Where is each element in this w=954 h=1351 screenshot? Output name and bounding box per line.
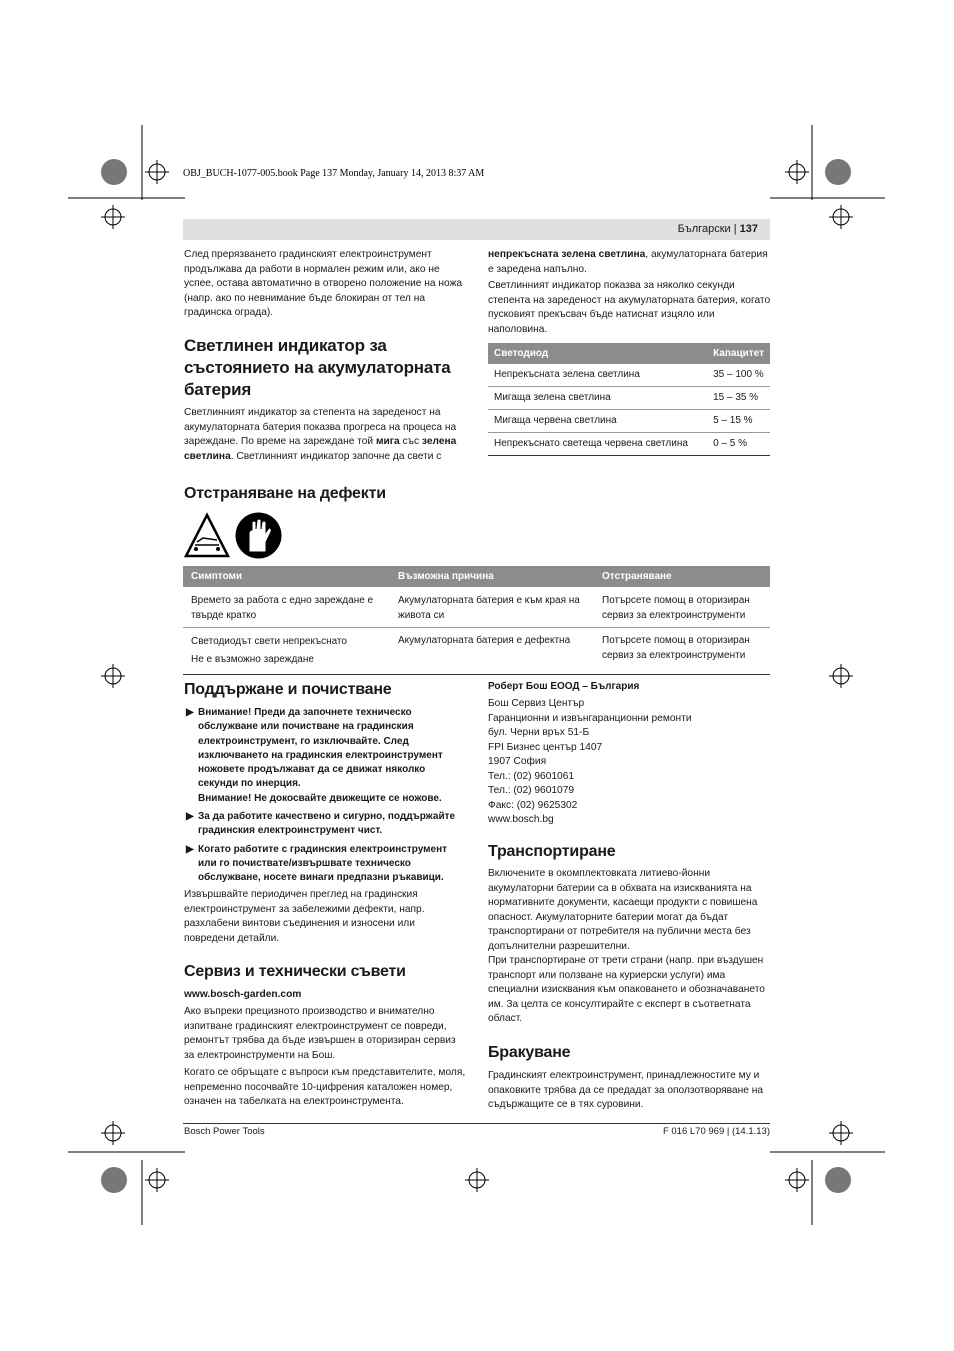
led-paragraph: Светлинният индикатор показва за няколко секунди степента на зареденост на акумулаторната батерия, когато пусковият прекъсвач бъде натиснат изцяло или наполовина. — [488, 280, 771, 335]
book-slug-line: OBJ_BUCH-1077-005.book Page 137 Monday, January 14, 2013 8:37 AM — [183, 168, 485, 179]
footer-rule — [183, 1123, 770, 1124]
list-item: ▶ За да работите качествено и сигурно, поддържайте градинския електроинструмент чист. — [186, 811, 456, 837]
battery-indicator-paragraph: Светлинният индикатор за степента на зареденост на акумулаторната батерия показва прогреса на процеса на зареждане. По време на зареждане той мига със зелена светлина. Светлинният индикатор започне да свети с — [184, 407, 457, 462]
disposal-paragraph: Градинският електроинструмент, принадлежностите му и опаковките трябва да се предадат за оползотворяване на съдържащите се в тях суровини. — [488, 1070, 764, 1110]
service-heading: Сервиз и технически съвети — [184, 963, 406, 980]
symptoms-col-header: Симптоми — [183, 566, 392, 587]
contact-address: Бош Сервиз Център Гаранционни и извънгаранционни ремонти бул. Черни връх 51-Б FPI Бизнес център 1407 1907 София Тел.: (02) 9601061 Тел.: (02) 9601079 Факс: (02) 9625302 www.bosch.bg — [488, 697, 771, 828]
header-text: Български | 137 — [677, 223, 758, 235]
page-header — [183, 219, 770, 240]
maintenance-bullets — [184, 706, 466, 890]
maintenance-paragraph: Извършвайте периодичен преглед на градинския електроинструмент за забележими дефекти, напр. разхлабени винтови съединения и износени или повредени детайли. — [184, 889, 425, 944]
service-url[interactable]: www.bosch-garden.com — [184, 989, 302, 1000]
contact-company: Роберт Бош ЕООД – България — [488, 681, 640, 692]
page-number: 137 — [739, 223, 758, 235]
contact-website[interactable]: www.bosch.bg — [488, 814, 554, 825]
transport-paragraph: Включените в окомплектовката литиево-йонни акумулаторни батерии са в обхвата на изискванията на нормативните документи, касаещи продукти с повишена опасност. Акумулаторните батерии могат да бъдат транспортирани от потребителя на публични места без допълнителни разрешителни. При транспортиране от трети страни (напр. при въздушен транспорт или ползване на куриерски услуги) има специални изисквания към опаковането и обозначаването им. За целта се консултирайте с експерт в съответната област. — [488, 868, 765, 1024]
transport-heading: Транспортиране — [488, 843, 616, 860]
disposal-heading: Бракуване — [488, 1044, 571, 1061]
remedy-col-header: Отстраняване — [596, 566, 770, 587]
intro-paragraph: След прерязването градинският електроинструмент продължава да работи в нормален режим или, ако не успее, остава автоматично в отворено положение на ножа (напр. ако по невнимание бъде блокиран от тел на градинска ограда). — [184, 249, 463, 318]
footer-left: Bosch Power Tools — [184, 1126, 265, 1137]
table-row: Мигаща червена светлина 5 – 15 % — [488, 410, 770, 433]
maintenance-heading: Поддържане и почистване — [184, 681, 392, 698]
service-paragraph-2: Когато се обръщате с въпроси към представителите, моля, непременно посочвайте 10-цифрения каталожен номер, означен на табелката на електроинструмента. — [184, 1067, 466, 1107]
cause-col-header: Възможна причина — [392, 566, 596, 587]
troubleshooting-table — [183, 566, 770, 675]
led-col-header: Светодиод — [488, 343, 707, 364]
troubleshooting-heading: Отстраняване на дефекти — [184, 485, 386, 502]
table-row: Непрекъснато светеща червена светлина 0 – 5 % — [488, 433, 770, 456]
warning-triangle-icon — [183, 512, 231, 559]
list-item: ▶ Внимание! Преди да започнете техническо обслужване или почистване на градинския електроинструмент, го изключвайте. След изключването на градинския електроинструмент ножовете продължават да се движат няколко секунди по инерция. Внимание! Не докосвайте движещите се ножове. — [186, 707, 443, 804]
capacity-col-header: Капацитет — [707, 343, 770, 364]
table-row: Мигаща зелена светлина 15 – 35 % — [488, 387, 770, 410]
led-table — [488, 343, 770, 456]
table-row: Непрекъсната зелена светлина 35 – 100 % — [488, 364, 770, 387]
header-language: Български — [677, 223, 731, 235]
footer-right: F 016 L70 969 | (14.1.13) — [662, 1126, 770, 1137]
charge-complete-paragraph: непрекъсната зелена светлина, акумулаторната батерия е заредена напълно. — [488, 249, 768, 275]
service-paragraph-1: Ако въпреки прецизното производство и внимателно изпитване градинският електроинструмент се повреди, ремонтът трябва да бъде извършен в оторизиран сервиз за електроинструменти на Бош. — [184, 1006, 456, 1061]
table-row: Времето за работа с едно зареждане е твърде кратко Акумулаторната батерия е към края на живота си Потърсете помощ в оторизиран сервиз за електроинструменти — [183, 587, 770, 628]
table-row: Светодиодът свети непрекъснато Не е възможно зареждане Акумулаторната батерия е дефектна Потърсете помощ в оторизиран сервиз за електроинструменти — [183, 628, 770, 675]
battery-indicator-heading: Светлинен индикатор за състоянието на акумулаторната батерия — [184, 336, 451, 399]
list-item: ▶ Когато работите с градинския електроинструмент или го почиствате/извършвате техническо обслужване, носете винаги предпазни ръкавици. — [186, 843, 448, 884]
gloves-icon — [235, 512, 282, 559]
